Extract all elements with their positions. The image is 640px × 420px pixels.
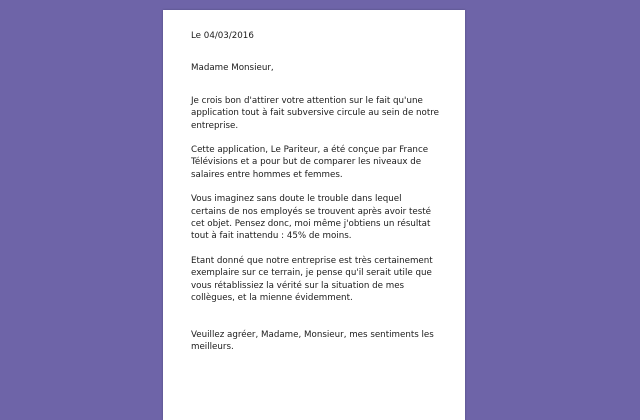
letter-paragraph: Etant donné que notre entreprise est très certainement exemplaire sur ce terrain, je pense qu'il serait utile que vous rétablissiez la vérité sur la situation de mes collègues, et la mienne évidemment. xyxy=(191,255,433,304)
letter-paragraph: Vous imaginez sans doute le trouble dans lequel certains de nos employés se trouvent après avoir testé cet objet. Pensez donc, moi même j'obtiens un résultat tout à fait inattendu : 45% de moins. xyxy=(191,194,431,242)
letter-date: Le 04/03/2016 xyxy=(191,31,254,41)
letter-paragraph: Cette application, Le Pariteur, a été conçue par France Télévisions et a pour but de comparer les niveaux de salaires entre hommes et femmes. xyxy=(191,145,429,180)
letter-paragraph: Je crois bon d'attirer votre attention sur le fait qu'une application tout à fait subversive circule au sein de notre entreprise. xyxy=(191,95,440,131)
letter-body xyxy=(191,95,439,305)
letter-page xyxy=(163,10,465,420)
letter-closing: Veuillez agréer, Madame, Monsieur, mes sentiments les meilleurs. xyxy=(191,329,434,352)
letter-salutation: Madame Monsieur, xyxy=(191,63,274,74)
